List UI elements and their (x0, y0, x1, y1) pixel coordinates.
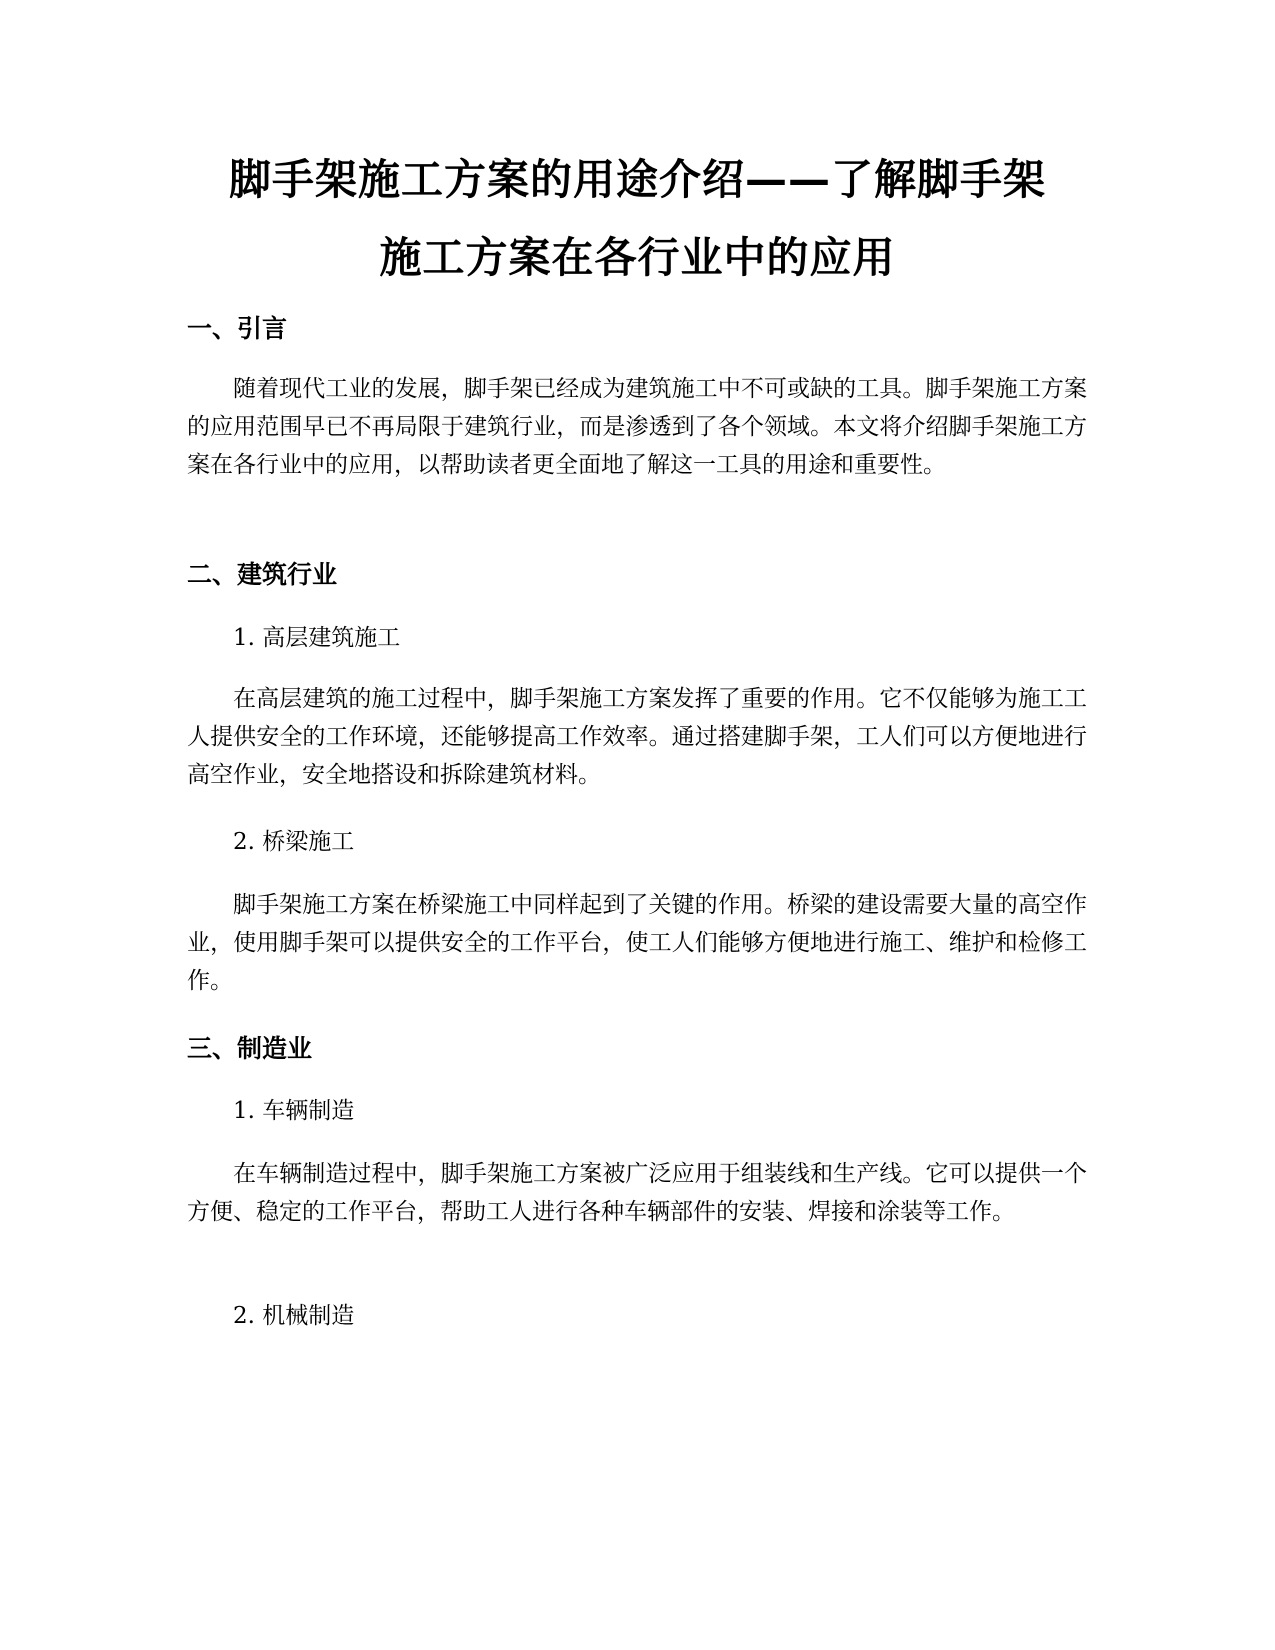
paragraph-high-rise: 在高层建筑的施工过程中，脚手架施工方案发挥了重要的作用。它不仅能够为施工工人提供安全的工作环境，还能够提高工作效率。通过搭建脚手架，工人们可以方便地进行高空作业，安全地搭设和拆除建筑材料。 (187, 686, 1087, 788)
section-heading-construction: 二、建筑行业 (187, 560, 338, 589)
document-title-line-1: 脚手架施工方案的用途介绍——了解脚手架 (228, 155, 1046, 204)
subheading-bridge: 2. 桥梁施工 (233, 829, 355, 855)
paragraph-vehicle: 在车辆制造过程中，脚手架施工方案被广泛应用于组装线和生产线。它可以提供一个方便、稳定的工作平台，帮助工人进行各种车辆部件的安装、焊接和涂装等工作。 (187, 1161, 1087, 1225)
section-heading-introduction: 一、引言 (187, 314, 288, 343)
document-title-line-2: 施工方案在各行业中的应用 (379, 233, 896, 282)
section-heading-manufacturing: 三、制造业 (187, 1034, 313, 1063)
paragraph-bridge: 脚手架施工方案在桥梁施工中同样起到了关键的作用。桥梁的建设需要大量的高空作业，使用脚手架可以提供安全的工作平台，使工人们能够方便地进行施工、维护和检修工作。 (187, 892, 1087, 994)
paragraph-introduction: 随着现代工业的发展，脚手架已经成为建筑施工中不可或缺的工具。脚手架施工方案的应用范围早已不再局限于建筑行业，而是渗透到了各个领域。本文将介绍脚手架施工方案在各行业中的应用，以帮助读者更全面地了解这一工具的用途和重要性。 (187, 376, 1087, 478)
subheading-machinery: 2. 机械制造 (233, 1303, 355, 1329)
subheading-high-rise: 1. 高层建筑施工 (233, 625, 401, 651)
subheading-vehicle: 1. 车辆制造 (233, 1098, 355, 1124)
